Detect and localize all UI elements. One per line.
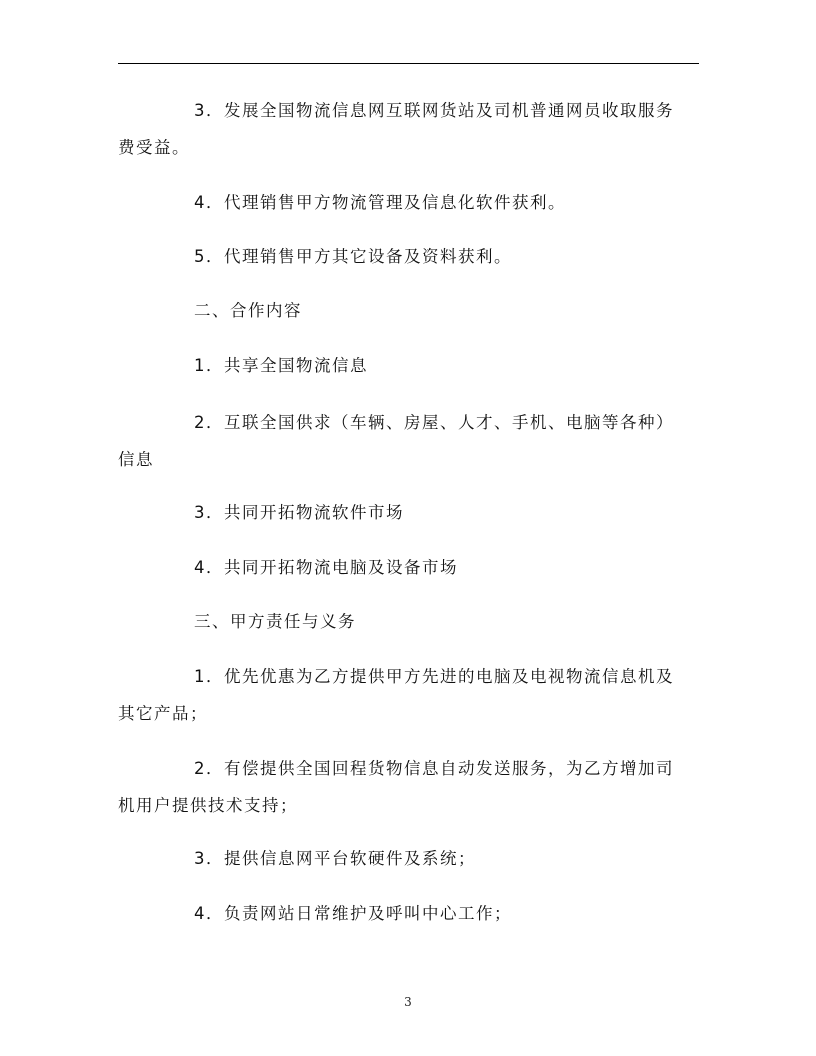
paragraph-line: 2．互联全国供求（车辆、房屋、人才、手机、电脑等各种） bbox=[194, 413, 674, 432]
paragraph-item-4-software-sales bbox=[118, 184, 703, 221]
paragraph-line: 5．代理销售甲方其它设备及资料获利。 bbox=[194, 247, 512, 266]
paragraph-line: 4．共同开拓物流电脑及设备市场 bbox=[194, 558, 458, 577]
paragraph-item-4-equipment-market bbox=[118, 549, 703, 586]
paragraph-item-5-equipment-sales bbox=[118, 238, 703, 275]
paragraph-line-continuation: 其它产品； bbox=[118, 704, 208, 723]
paragraph-item-3-software-market bbox=[118, 494, 703, 531]
paragraph-line-continuation: 信息 bbox=[118, 450, 154, 469]
paragraph-line: 3．提供信息网平台软硬件及系统； bbox=[194, 849, 476, 868]
section-heading: 二、合作内容 bbox=[194, 301, 302, 320]
paragraph-line-continuation: 费受益。 bbox=[118, 138, 190, 157]
paragraph-item-3-service-fees bbox=[118, 92, 703, 166]
paragraph-line: 1．共享全国物流信息 bbox=[194, 356, 368, 375]
paragraph-line: 1．优先优惠为乙方提供甲方先进的电脑及电视物流信息机及 bbox=[194, 667, 674, 686]
paragraph-line-continuation: 机用户提供技术支持； bbox=[118, 796, 298, 815]
paragraph-item-2-paid-info-service bbox=[118, 750, 703, 824]
paragraph-item-1-share-info bbox=[118, 347, 703, 384]
section-heading-party-a-duties bbox=[118, 603, 703, 640]
paragraph-item-4-maintenance bbox=[118, 895, 703, 932]
paragraph-line: 2．有偿提供全国回程货物信息自动发送服务，为乙方增加司 bbox=[194, 759, 674, 778]
page-number: 3 bbox=[404, 995, 412, 1009]
header-rule bbox=[118, 63, 699, 64]
paragraph-line: 3．共同开拓物流软件市场 bbox=[194, 503, 404, 522]
paragraph-line: 4．负责网站日常维护及呼叫中心工作； bbox=[194, 904, 512, 923]
paragraph-item-3-platform bbox=[118, 840, 703, 877]
paragraph-line: 4．代理销售甲方物流管理及信息化软件获利。 bbox=[194, 193, 566, 212]
paragraph-item-1-priority-products bbox=[118, 658, 703, 732]
paragraph-line: 3．发展全国物流信息网互联网货站及司机普通网员收取服务 bbox=[194, 101, 674, 120]
section-heading: 三、甲方责任与义务 bbox=[194, 612, 356, 631]
paragraph-item-2-supply-demand bbox=[118, 404, 703, 478]
section-heading-cooperation-content bbox=[118, 292, 703, 329]
